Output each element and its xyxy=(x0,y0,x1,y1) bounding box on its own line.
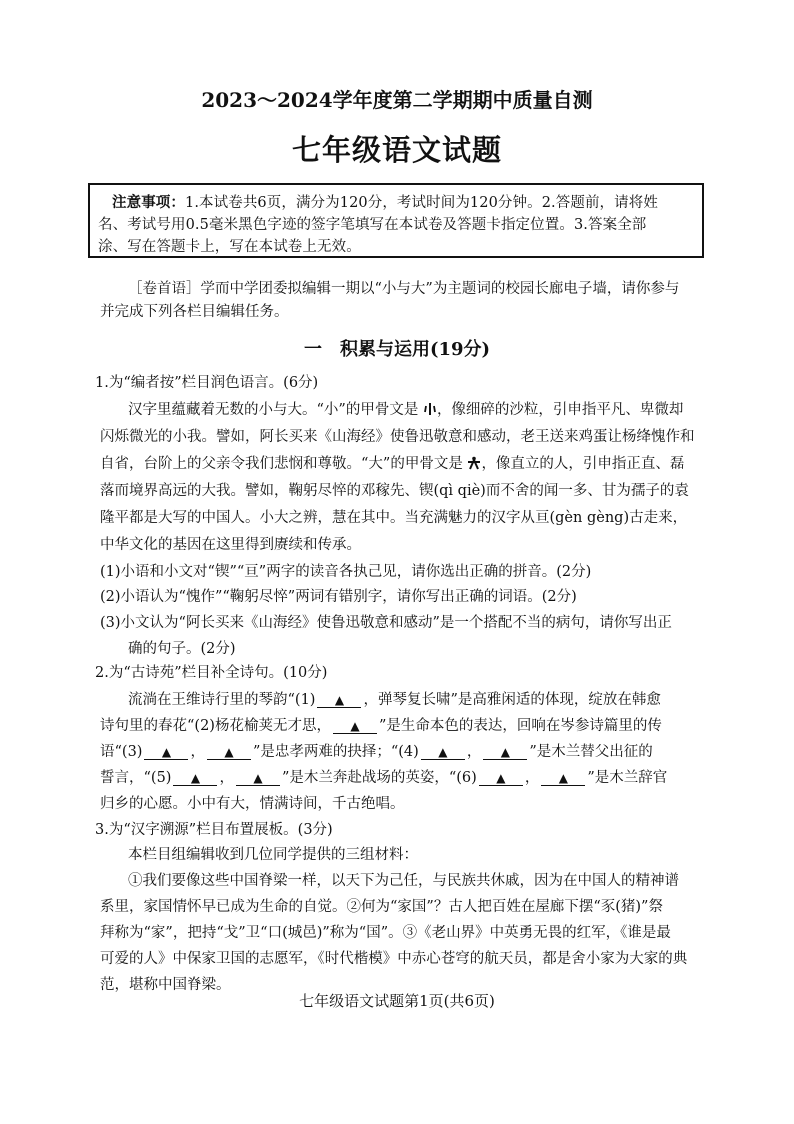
q1-para-line-3 xyxy=(100,452,684,473)
answer-blank-3b[interactable]: ▲ xyxy=(207,745,251,760)
q2-line-4 xyxy=(100,766,667,787)
q2-text-3d: ， xyxy=(466,744,482,760)
q2-text-2b: ”是生命本色的表达，回响在岑参诗篇里的传 xyxy=(378,718,662,734)
q1-title: 1.为“编者按”栏目润色语言。(6分) xyxy=(95,375,319,391)
q1-text-c: 自省，台阶上的父亲令我们悲悯和尊敬。“大”的甲骨文是 xyxy=(100,456,463,472)
q2-text-1b: ，弹琴复长啸”是高雅闲适的体现，绽放在韩愈 xyxy=(363,692,661,708)
q3-para-6: 范，堪称中国脊梁。 xyxy=(100,977,231,993)
answer-blank-3a[interactable]: ▲ xyxy=(144,745,188,760)
answer-blank-5a[interactable]: ▲ xyxy=(173,771,217,786)
preface-line-1: ［卷首语］学而中学团委拟编辑一期以“小与大”为主题词的校园长廊电子墙，请你参与 xyxy=(128,281,680,297)
q2-line-3 xyxy=(100,740,653,761)
q2-text-4a: 誓言，“(5) xyxy=(100,770,172,786)
q1-para-line-5: 隆平都是大写的中国人。小大之辨，慧在其中。当充满魅力的汉字从亘(gèn gèng)古走来， xyxy=(100,510,688,526)
q2-text-4d: ， xyxy=(524,770,540,786)
q3-title: 3.为“汉字溯源”栏目布置展板。(3分) xyxy=(95,822,333,838)
preface-line-2: 并完成下列各栏目编辑任务。 xyxy=(100,304,289,320)
q1-para-line-4: 落而境界高远的大我。譬如，鞠躬尽悴的邓稼先、锲(qì qiè)而不舍的闻一多、甘为孺子的袁 xyxy=(100,483,689,499)
q1-text-b: ，像细碎的沙粒，引申指平凡、卑微却 xyxy=(436,402,684,418)
q1-sub-2: (2)小语认为“愧作”“鞠躬尽悴”两词有错别字，请你写出正确的词语。(2分) xyxy=(100,589,577,605)
answer-blank-1[interactable]: ▲ xyxy=(317,693,361,708)
answer-blank-6b[interactable]: ▲ xyxy=(541,771,585,786)
notice-line-2: 名、考试号用0.5毫米黑色字迹的签字笔填写在本试卷及答题卡指定位置。3.答案全部 xyxy=(98,217,647,233)
notice-label: 注意事项： xyxy=(112,194,185,211)
oracle-big-icon xyxy=(467,456,481,470)
q2-text-3a: 语“(3) xyxy=(100,744,143,760)
q3-para-1: 本栏目组编辑收到几位同学提供的三组材料： xyxy=(128,847,418,863)
q2-line-5: 归乡的心愿。小中有大，情满诗间，千古绝唱。 xyxy=(100,796,405,812)
q1-sub-1: (1)小语和小文对“锲”“亘”两字的读音各执己见，请你选出正确的拼音。(2分) xyxy=(100,564,592,580)
q1-text-d: ，像直立的人，引申指正直、磊 xyxy=(481,456,685,472)
q1-text-a: 汉字里蕴藏着无数的小与大。“小”的甲骨文是 xyxy=(128,402,419,418)
page-footer: 七年级语文试题第1页(共6页) xyxy=(299,992,495,1010)
q3-para-4: 拜称为“家”，把持“戈”卫“口(城邑)”称为“国”。③《老山界》中英勇无畏的红军，《谁是最 xyxy=(100,925,671,941)
notice-text-1: 1.本试卷共6页，满分为120分，考试时间为120分钟。2.答题前，请将姓 xyxy=(185,195,658,211)
answer-blank-4b[interactable]: ▲ xyxy=(483,745,527,760)
q2-text-3b: ， xyxy=(190,744,205,760)
oracle-small-icon xyxy=(423,402,437,416)
q1-sub-3-line-1: (3)小文认为“阿长买来《山海经》使鲁迅敬意和感动”是一个搭配不当的病句，请你写出正 xyxy=(100,615,672,631)
q3-para-3: 系里，家国情怀早已成为生命的自觉。②何为“家国”？古人把百姓在屋廊下摆“豕(猪)”祭 xyxy=(100,899,663,915)
notice-line-3: 涂、写在答题卡上，写在本试卷上无效。 xyxy=(98,239,361,255)
q2-line-2 xyxy=(100,714,662,735)
q2-title: 2.为“古诗苑”栏目补全诗句。(10分) xyxy=(95,665,328,681)
q3-para-5: 可爱的人》中保家卫国的志愿军，《时代楷模》中赤心苍穹的航天员，都是舍小家为大家的典 xyxy=(100,951,688,967)
q1-sub-3-line-2: 确的句子。(2分) xyxy=(128,641,236,657)
q3-para-2: ①我们要像这些中国脊梁一样，以天下为己任，与民族共休戚，因为在中国人的精神谱 xyxy=(128,873,679,889)
q2-text-3c: ”是忠孝两难的抉择；“(4) xyxy=(252,744,419,760)
notice-line-1 xyxy=(112,191,658,212)
section-title: 一 积累与运用(19分) xyxy=(303,339,491,360)
notice-box xyxy=(88,183,704,258)
q2-text-4b: ， xyxy=(219,770,234,786)
q2-text-1a: 流淌在王维诗行里的琴韵“(1) xyxy=(128,692,316,708)
q2-text-4c: ”是木兰奔赴战场的英姿，“(6) xyxy=(281,770,477,786)
exam-title: 七年级语文试题 xyxy=(291,133,502,167)
q2-line-1 xyxy=(128,688,661,709)
answer-blank-4a[interactable]: ▲ xyxy=(421,745,465,760)
q2-text-3e: ”是木兰替父出征的 xyxy=(529,744,653,760)
q2-text-4e: ”是木兰辞官 xyxy=(587,770,668,786)
q1-para-line-6: 中华文化的基因在这里得到赓续和传承。 xyxy=(100,537,361,553)
answer-blank-2[interactable]: ▲ xyxy=(333,719,377,734)
q2-text-2a: 诗句里的春花“(2)杨花榆荚无才思， xyxy=(100,718,331,734)
q1-para-line-2: 闪烁微光的小我。譬如，阿长买来《山海经》使鲁迅敬意和感动，老王送来鸡蛋让杨绛愧作和 xyxy=(100,429,695,445)
answer-blank-5b[interactable]: ▲ xyxy=(236,771,280,786)
exam-subtitle: 2023～2024学年度第二学期期中质量自测 xyxy=(201,88,593,112)
q1-para-line-1 xyxy=(128,398,683,419)
answer-blank-6a[interactable]: ▲ xyxy=(479,771,523,786)
